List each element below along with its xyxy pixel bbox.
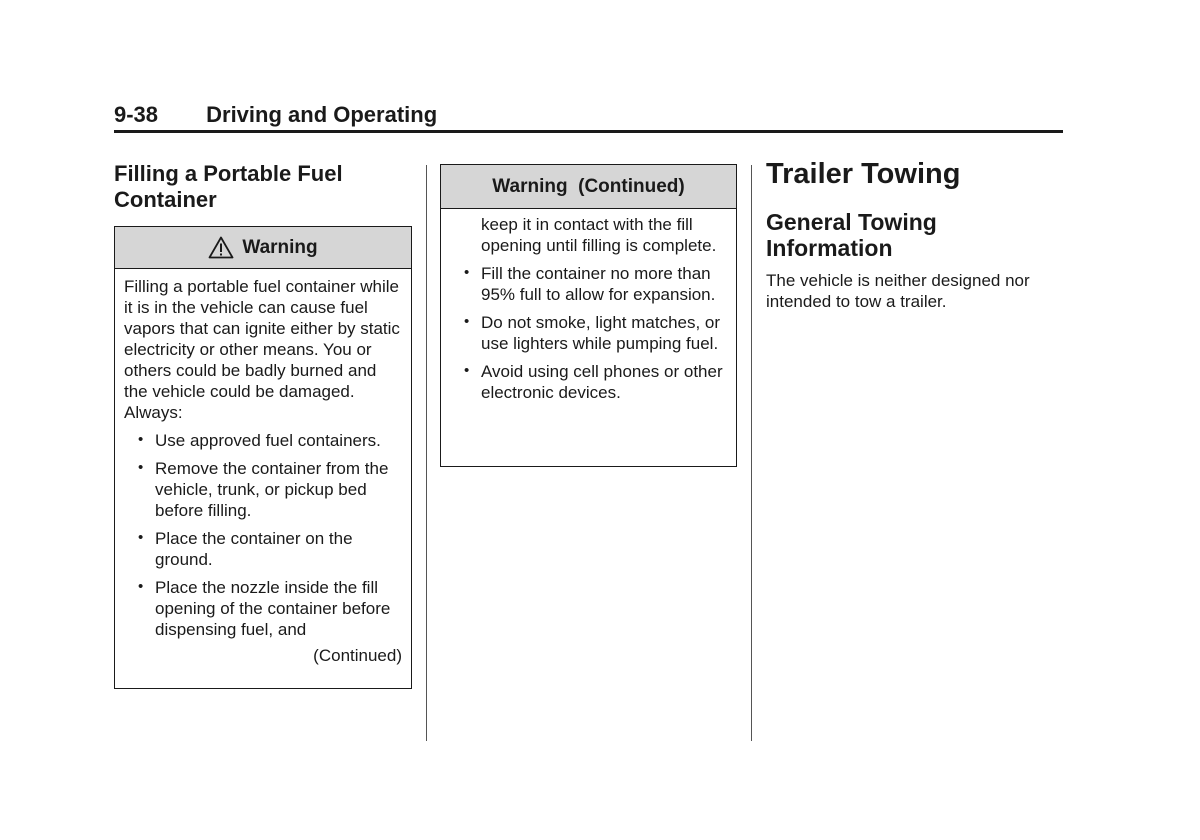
body-text: The vehicle is neither designed nor intended to tow a trailer. [766,271,1030,311]
warning-triangle-icon [208,236,234,259]
warning-header [115,227,411,269]
warning-box [114,226,412,689]
warning-continued-body [441,209,736,403]
list-item: • Remove the container from the vehicle, trunk, or pickup bed before filling. [124,458,402,521]
column-divider-right [751,165,752,741]
list-item: • Use approved fuel containers. [124,430,402,451]
warning-intro: Filling a portable fuel container while it is in the vehicle can cause fuel vapors that can ignite either by static electricity or other means. You or others could be badly burned and the vehicle could be damaged. Always: [124,277,400,422]
section-title: Filling a Portable Fuel Container [114,161,343,212]
warning-continued-box [440,164,737,467]
list-item: • Do not smoke, light matches, or use lighters while pumping fuel. [450,312,727,354]
column-divider-left [426,165,427,741]
page-number: 9-38 [114,102,159,127]
warning-body [115,269,411,666]
list-item: • Place the container on the ground. [124,528,402,570]
continued-note: (Continued) [313,646,402,665]
list-item: • Fill the container no more than 95% full to allow for expansion. [450,263,727,305]
list-item: • Place the nozzle inside the fill opening of the container before dispensing fuel, and [124,577,402,640]
warning-continued-bullet-list [450,263,727,403]
subsection-title: General Towing Information [766,209,937,261]
warning-continued-label: Warning (Continued) [492,175,685,197]
warning-continued-header [441,165,736,209]
continuation-text: keep it in contact with the fill opening until filling is complete. [481,215,717,255]
chapter-title: Driving and Operating [206,102,438,127]
page-header [114,102,1063,133]
list-item: • Avoid using cell phones or other electronic devices. [450,361,727,403]
warning-bullet-list [124,430,402,640]
main-title: Trailer Towing [766,158,961,190]
warning-label: Warning [242,236,318,258]
